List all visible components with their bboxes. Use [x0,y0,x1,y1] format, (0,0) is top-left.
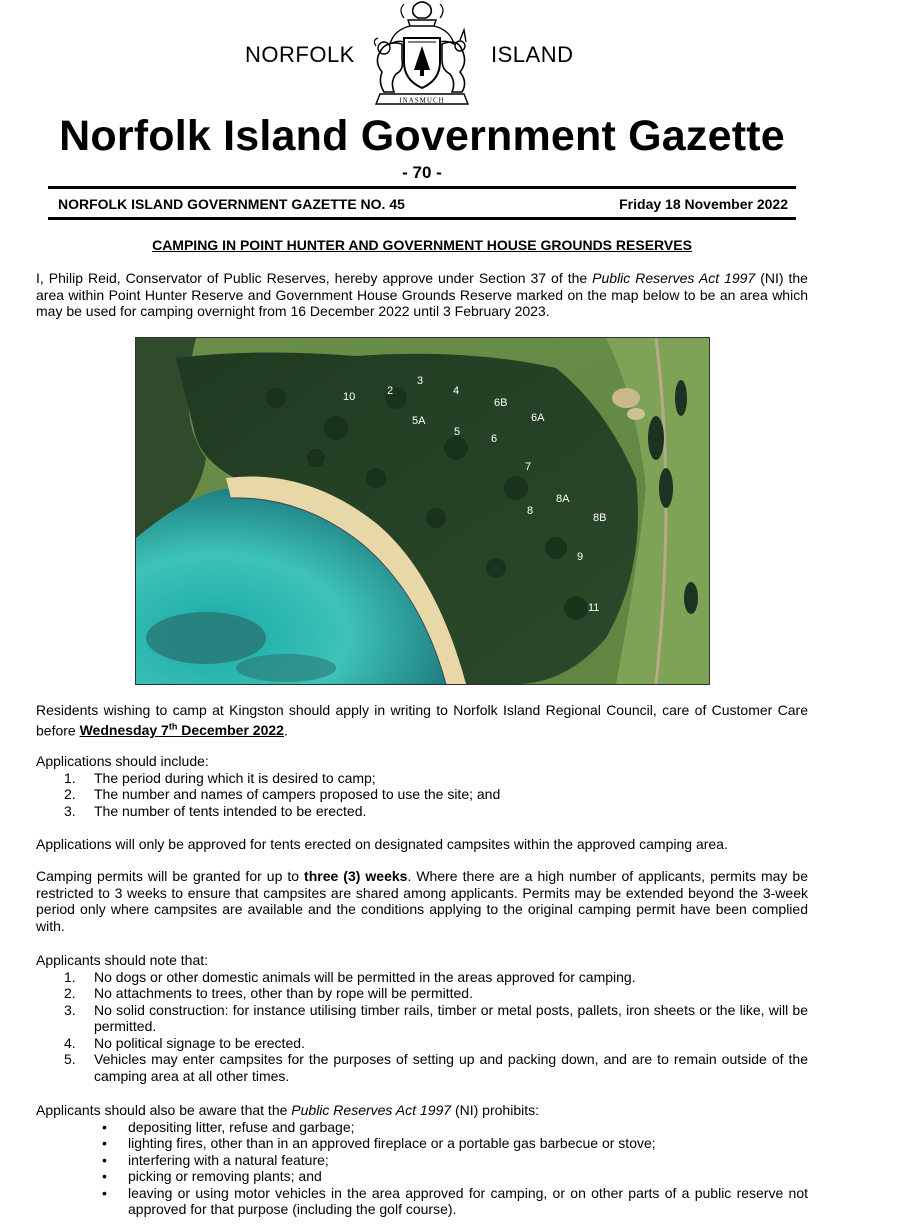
permits-paragraph: Camping permits will be granted for up to three (3) weeks. Where there are a high number of applicants, permits may be restricted to 3 weeks to ensure that campsites are shared among applicants. Permits may be extended beyond the 3-week period only where campsites are available and the conditions applying to the original camping permit have been complied with. [36,868,808,934]
applications-list [36,770,808,820]
map-label-3: 3 [417,375,424,387]
map-label-10: 10 [343,391,356,403]
header-word-norfolk: NORFOLK [245,42,355,67]
conditions-intro: Applicants should note that: [36,952,209,968]
approved-tents-paragraph: Applications will only be approved for tents erected on designated campsites within the approved camping area. [36,836,728,852]
prohibitions-list [36,1119,808,1218]
map-label-7: 7 [525,461,532,473]
map-label-8b: 8B [593,512,607,524]
application-deadline: Wednesday 7th December 2022 [79,721,284,739]
crest-motto: INASMUCH [399,96,445,105]
list-item: 1. No dogs or other domestic animals will be permitted in the areas approved for camping. [64,968,636,985]
notice-heading: CAMPING IN POINT HUNTER AND GOVERNMENT HOUSE GROUNDS RESERVES [152,237,692,253]
list-item: 1. The period during which it is desired to camp; [64,769,376,786]
map-label-11: 11 [588,602,600,614]
map-label-5: 5 [454,426,461,438]
map-label-5a: 5A [412,415,426,427]
intro-paragraph: I, Philip Reid, Conservator of Public Reserves, hereby approve under Section 37 of the Public Reserves Act 1997 (NI) the area within Point Hunter Reserve and Government House Grounds Reserve marked on the map below to be an area which may be used for camping overnight from 16 December 2022 until 3 February 2023. [36,270,808,319]
map-label-6a: 6A [531,412,545,424]
act-name: Public Reserves Act 1997 [592,270,756,286]
list-item: 3. The number of tents intended to be erected. [64,802,367,819]
header-word-island: ISLAND [491,42,574,67]
map-label-9: 9 [577,551,584,563]
conditions-section [36,952,808,1084]
list-item: 3. No solid construction: for instance utilising timber rails, timber or metal posts, pallets, iron sheets or the like, will be permitted. [64,1001,808,1034]
camping-area-aerial-map [135,337,710,685]
list-item: 2. The number and names of campers proposed to use the site; and [64,786,501,802]
permit-duration: three (3) weeks [304,868,408,884]
list-item: • picking or removing plants; and [102,1168,322,1184]
map-label-2: 2 [387,385,394,397]
list-item: 5. Vehicles may enter campsites for the purposes of setting up and packing down, and are to remain outside of the camping area at all other times. [64,1051,808,1084]
list-item: • interfering with a natural feature; [102,1151,329,1168]
map-label-8a: 8A [556,493,570,505]
header-rule-top [48,186,796,189]
applications-intro: Applications should include: [36,753,209,769]
list-item: • leaving or using motor vehicles in the area approved for camping, or on other parts of a public reserve not approved for that purpose (including the golf course). [102,1184,808,1217]
conditions-list [36,969,808,1085]
map-label-8: 8 [527,505,534,517]
gazette-title: Norfolk Island Government Gazette [59,112,785,160]
prohibitions-section: Applicants should also be aware that the Public Reserves Act 1997 (NI) prohibits: • depositing litter, refuse and garbage; • lighting fires, other than in an approved fireplace or a portable gas barbecue or stove; • interfering with a natural feature; • picking or removing plants; and • leaving or using motor vehicles in the area approved for camping, or on other parts of a public reserve not approved for that purpose (including the golf course). [36,1102,808,1217]
list-item: 4. No political signage to be erected. [64,1034,305,1051]
list-item: • depositing litter, refuse and garbage; [102,1118,355,1135]
header-rule-bottom [48,217,796,220]
act-name: Public Reserves Act 1997 [291,1102,452,1118]
list-item: • lighting fires, other than in an approved fireplace or a portable gas barbecue or stove; [102,1135,656,1151]
map-label-4: 4 [453,385,460,397]
map-label-6: 6 [491,433,498,445]
applications-section [36,753,808,819]
gazette-issue-line [58,196,788,212]
page-number: - 70 - [402,163,442,182]
map-label-6b: 6B [494,397,508,409]
gazette-date: Friday 18 November 2022 [619,196,788,212]
residents-paragraph: Residents wishing to camp at Kingston should apply in writing to Norfolk Island Regional Council, care of Customer Care before Wednesday 7th December 2022. [36,702,808,739]
coat-of-arms-icon [364,0,480,108]
list-item: 2. No attachments to trees, other than by rope will be permitted. [64,985,473,1001]
gazette-number: NORFOLK ISLAND GOVERNMENT GAZETTE NO. 45 [58,196,405,212]
